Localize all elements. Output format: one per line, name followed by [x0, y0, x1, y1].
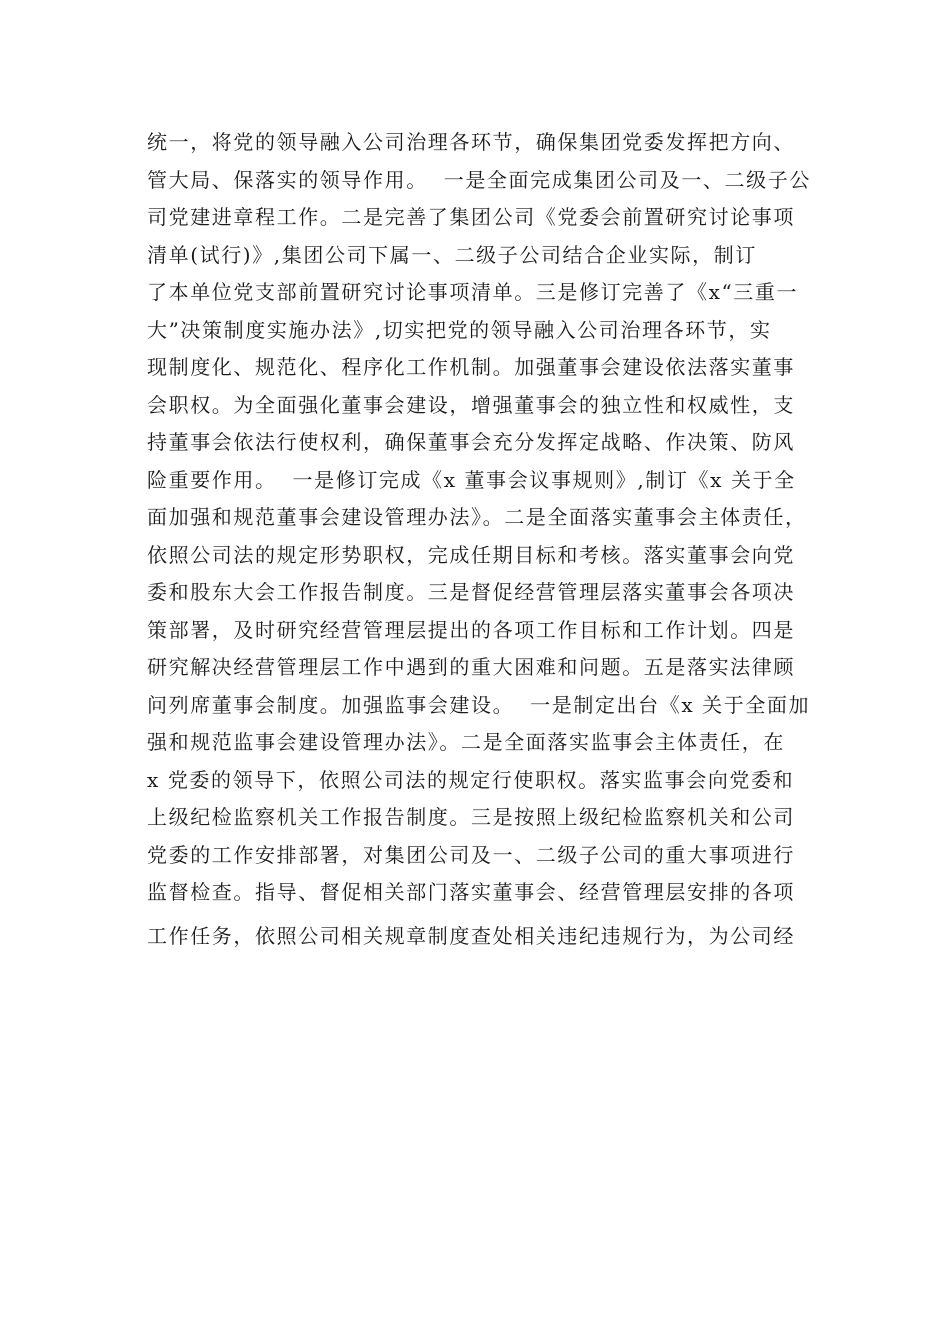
text-line: 清单(试行)》,集团公司下属一、二级子公司结合企业实际，制订 [147, 242, 757, 267]
text-line: x 党委的领导下，依照公司法的规定行使职权。落实监事会向党委和 [147, 767, 795, 792]
text-line: 大”决策制度实施办法》,切实把党的领导融入公司治理各环节，实 [147, 317, 772, 342]
text-line: 监督检查。指导、督促相关部门落实董事会、经营管理层安排的各项 [147, 880, 795, 904]
text-line: 现制度化、规范化、程序化工作机制。加强董事会建设依法落实董事 [147, 355, 795, 379]
text-line: 强和规范监事会建设管理办法》。二是全面落实监事会主体责任，在 [147, 730, 785, 754]
text-line: 委和股东大会工作报告制度。三是督促经营管理层落实董事会各项决 [147, 580, 795, 604]
text-line: 研究解决经营管理层工作中遇到的重大困难和问题。五是落实法律顾 [147, 655, 795, 679]
text-line: 持董事会依法行使权利，确保董事会充分发挥定战略、作决策、防风 [147, 430, 795, 454]
text-line: 问列席董事会制度。加强监事会建设。 一是制定出台《x 关于全面加 [147, 692, 811, 717]
text-line: 面加强和规范董事会建设管理办法》。二是全面落实董事会主体责任， [147, 505, 807, 529]
text-line: 管大局、保落实的领导作用。 一是全面完成集团公司及一、二级子公 [147, 167, 811, 192]
text-line: 了本单位党支部前置研究讨论事项清单。三是修订完善了《x“三重一 [147, 280, 799, 304]
text-line: 策部署，及时研究经营管理层提出的各项工作目标和工作计划。四是 [147, 617, 795, 642]
text-line: 险重要作用。 一是修订完成《x 董事会议事规则》,制订《x 关于全 [147, 467, 796, 492]
text-line: 统一，将党的领导融入公司治理各环节，确保集团党委发挥把方向、 [147, 130, 795, 154]
text-line: 会职权。为全面强化董事会建设，增强董事会的独立性和权威性，支 [147, 392, 795, 417]
text-line: 工作任务，依照公司相关规章制度查处相关违纪违规行为，为公司经 [147, 923, 795, 948]
text-line: 依照公司法的规定形势职权，完成任期目标和考核。落实董事会向党 [147, 542, 795, 567]
text-line: 上级纪检监察机关工作报告制度。三是按照上级纪检监察机关和公司 [147, 805, 795, 829]
body-text [147, 124, 817, 955]
text-line: 党委的工作安排部署，对集团公司及一、二级子公司的重大事项进行 [147, 842, 795, 867]
text-line: 司党建进章程工作。二是完善了集团公司《党委会前置研究讨论事项 [147, 205, 795, 229]
